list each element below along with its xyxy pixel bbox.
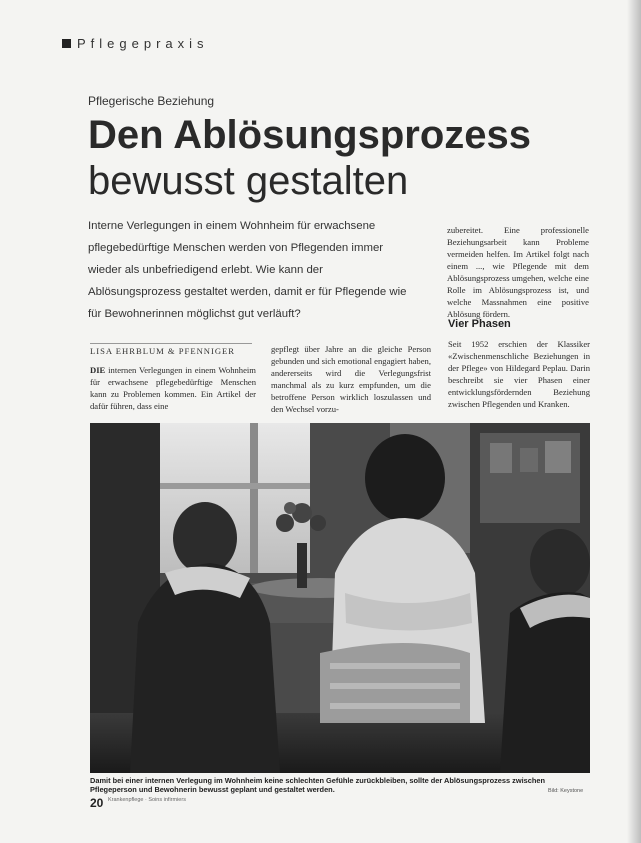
article-lead: Interne Verlegungen in einem Wohnheim für erwachsene pflegebedürftige Menschen werden von Pflegenden immer wieder als unbefriedigend erlebt. Wie kann der Ablösungsprozess gestaltet werden, damit er für Pflegende wie für Bewohnerinnen möglichst gut verläuft? [88, 220, 407, 320]
scan-edge-shadow [627, 0, 641, 843]
square-bullet-icon [62, 39, 71, 48]
article-photo [90, 423, 590, 773]
author-byline: LISA EHRBLUM & PFENNIGER [90, 343, 252, 356]
column-1-text [90, 364, 256, 412]
photo-caption: Damit bei einer internen Verlegung im Wohnheim keine schlechten Gefühle zurückbleiben, sollte der Ablösungsprozess zwischen Pflegeperson und Bewohnerin bewusst geplant und gestaltet werden. [90, 776, 546, 794]
dropcap-word: DIE [90, 365, 106, 375]
section-rubric [62, 36, 209, 51]
article-headline [88, 112, 608, 204]
photo-credit: Bild: Keystone [548, 788, 584, 794]
column-3-bottom-text: Seit 1952 erschien der Klassiker «Zwischenmenschliche Beziehungen in der Pflege» von Hildegard Peplau. Darin beschreibt sie vier Phasen einer entwicklungsfördernden Beziehung zwischen Pflegenden und Kranken. [448, 339, 590, 409]
article-kicker: Pflegerische Beziehung [88, 94, 215, 108]
page-number: 20 [90, 796, 104, 810]
column-2-text: gepflegt über Jahre an die gleiche Person gebunden und sich emotional engagiert haben, andererseits wird die Verlegungsfrist manchmal als zu kurz empfunden, um die betroffene Person wirklich loszulassen und den Wechsel vorzu- [271, 344, 431, 414]
headline-line-2: bewusst gestalten [88, 159, 409, 203]
journal-name: Krankenpflege · Soins infirmiers [108, 797, 186, 803]
column-3-top-text: zubereitet. Eine professionelle Beziehungsarbeit kann Probleme vermeiden helfen. Im Artikel folgt nach einem ..., wie Pflegende mit dem Ablösungsprozess umgehen, welche eine Rolle im Ablösungsprozess ist, und welche Massnahmen eine positive Ablösung fördern. [447, 225, 589, 319]
headline-line-1: Den Ablösungsprozess [88, 113, 532, 157]
column-1-body: internen Verlegungen in einem Wohnheim für erwachsene pflegebedürftige Menschen kann zu Problemen kommen. Ein Artikel der dafür führen, dass eine [90, 365, 256, 411]
section-heading: Vier Phasen [448, 318, 511, 330]
rubric-label: Pflegepraxis [77, 36, 209, 51]
